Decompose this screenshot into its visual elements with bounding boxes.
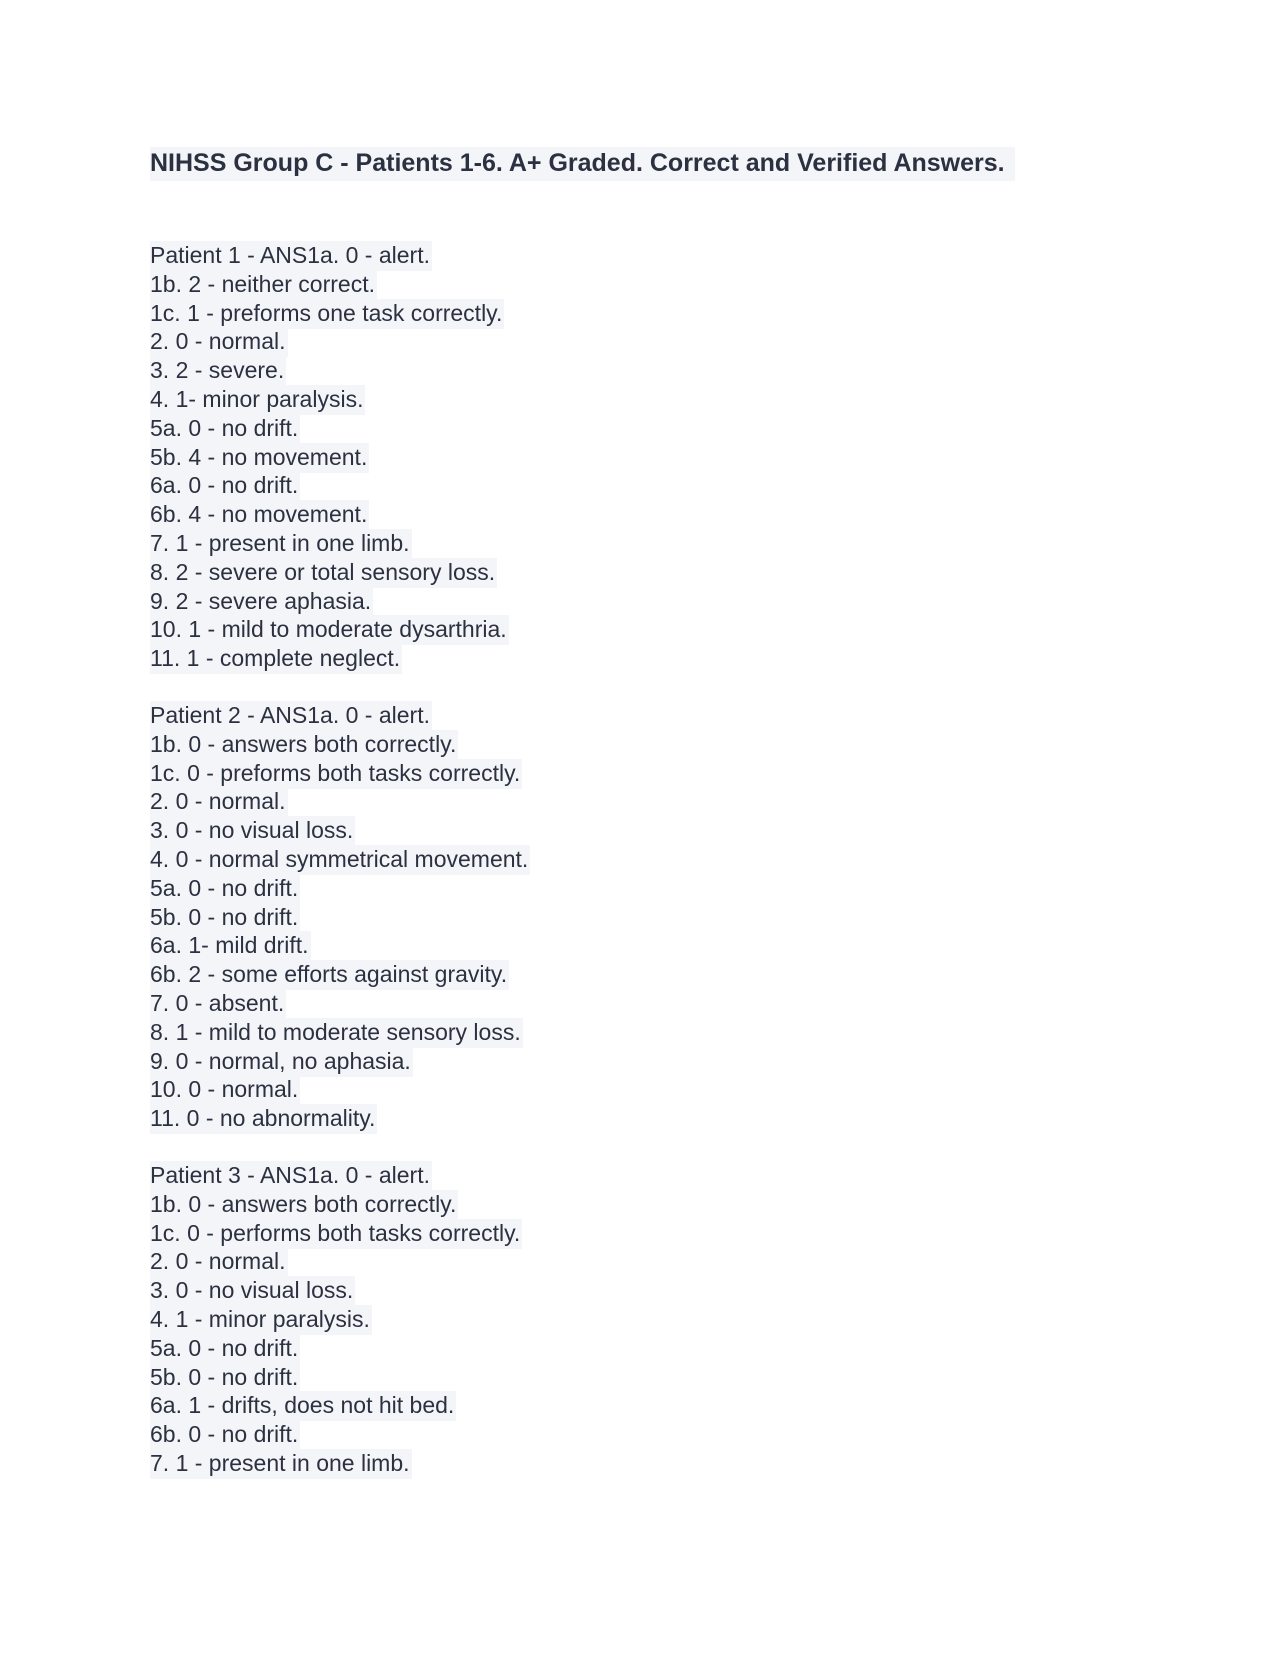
patient-heading-line (150, 1161, 522, 1190)
patient-heading-text: Patient 3 - ANS1a. 0 - alert. (150, 1161, 432, 1191)
answer-line (150, 471, 509, 500)
answer-text: 4. 1 - minor paralysis. (150, 1305, 372, 1335)
answer-text: 5a. 0 - no drift. (150, 1334, 300, 1364)
answer-line (150, 270, 509, 299)
answer-text: 1c. 0 - performs both tasks correctly. (150, 1219, 522, 1249)
answer-text: 5b. 0 - no drift. (150, 1363, 300, 1393)
answer-text: 8. 1 - mild to moderate sensory loss. (150, 1018, 523, 1048)
answer-line (150, 299, 509, 328)
answer-line (150, 1276, 522, 1305)
answer-text: 3. 0 - no visual loss. (150, 1276, 355, 1306)
answer-line (150, 1449, 522, 1478)
patient-1-answers (150, 241, 509, 673)
answer-text: 4. 0 - normal symmetrical movement. (150, 845, 530, 875)
answer-line (150, 529, 509, 558)
answer-line (150, 327, 509, 356)
answer-text: 6b. 4 - no movement. (150, 500, 369, 530)
answer-text: 8. 2 - severe or total sensory loss. (150, 558, 497, 588)
answer-text: 1b. 2 - neither correct. (150, 270, 377, 300)
answer-line (150, 356, 509, 385)
answer-line (150, 1305, 522, 1334)
answer-line (150, 1190, 522, 1219)
answer-line (150, 1075, 530, 1104)
document-title (150, 145, 1015, 181)
answer-text: 6a. 1 - drifts, does not hit bed. (150, 1391, 456, 1421)
answer-text: 2. 0 - normal. (150, 787, 288, 817)
answer-text: 9. 2 - severe aphasia. (150, 587, 373, 617)
answer-line (150, 960, 530, 989)
answer-text: 1c. 0 - preforms both tasks correctly. (150, 759, 522, 789)
document-title-text: NIHSS Group C - Patients 1-6. A+ Graded. Correct and Verified Answers. (150, 147, 1015, 181)
answer-line (150, 500, 509, 529)
answer-line (150, 644, 509, 673)
answer-line (150, 1391, 522, 1420)
answer-text: 2. 0 - normal. (150, 1247, 288, 1277)
answer-text: 4. 1- minor paralysis. (150, 385, 365, 415)
answer-text: 1c. 1 - preforms one task correctly. (150, 299, 504, 329)
answer-text: 11. 0 - no abnormality. (150, 1104, 377, 1134)
answer-line (150, 787, 530, 816)
answer-text: 11. 1 - complete neglect. (150, 644, 402, 674)
patient-3-answers (150, 1161, 522, 1478)
answer-line (150, 1420, 522, 1449)
answer-text: 7. 0 - absent. (150, 989, 286, 1019)
answer-line (150, 730, 530, 759)
patient-heading-text: Patient 2 - ANS1a. 0 - alert. (150, 701, 432, 731)
answer-line (150, 1219, 522, 1248)
answer-line (150, 816, 530, 845)
answer-line (150, 759, 530, 788)
answer-text: 7. 1 - present in one limb. (150, 1449, 412, 1479)
answer-line (150, 1363, 522, 1392)
answer-text: 1b. 0 - answers both correctly. (150, 1190, 458, 1220)
answer-text: 6a. 0 - no drift. (150, 471, 300, 501)
answer-text: 6b. 2 - some efforts against gravity. (150, 960, 509, 990)
patient-heading-line (150, 241, 509, 270)
answer-line (150, 443, 509, 472)
answer-line (150, 1334, 522, 1363)
answer-line (150, 414, 509, 443)
answer-text: 9. 0 - normal, no aphasia. (150, 1047, 413, 1077)
answer-text: 10. 1 - mild to moderate dysarthria. (150, 615, 509, 645)
answer-line (150, 874, 530, 903)
answer-line (150, 1104, 530, 1133)
answer-line (150, 587, 509, 616)
answer-line (150, 1247, 522, 1276)
patient-2-answers (150, 701, 530, 1133)
answer-text: 5a. 0 - no drift. (150, 874, 300, 904)
answer-line (150, 931, 530, 960)
answer-text: 6b. 0 - no drift. (150, 1420, 300, 1450)
answer-line (150, 558, 509, 587)
answer-line (150, 903, 530, 932)
patient-heading-text: Patient 1 - ANS1a. 0 - alert. (150, 241, 432, 271)
answer-text: 5b. 0 - no drift. (150, 903, 300, 933)
answer-text: 10. 0 - normal. (150, 1075, 300, 1105)
answer-text: 2. 0 - normal. (150, 327, 288, 357)
answer-line (150, 615, 509, 644)
answer-line (150, 989, 530, 1018)
patient-heading-line (150, 701, 530, 730)
answer-line (150, 845, 530, 874)
answer-text: 5a. 0 - no drift. (150, 414, 300, 444)
answer-line (150, 1018, 530, 1047)
answer-text: 5b. 4 - no movement. (150, 443, 369, 473)
answer-text: 6a. 1- mild drift. (150, 931, 311, 961)
answer-line (150, 1047, 530, 1076)
answer-text: 3. 2 - severe. (150, 356, 286, 386)
answer-line (150, 385, 509, 414)
answer-text: 1b. 0 - answers both correctly. (150, 730, 458, 760)
answer-text: 7. 1 - present in one limb. (150, 529, 412, 559)
answer-text: 3. 0 - no visual loss. (150, 816, 355, 846)
